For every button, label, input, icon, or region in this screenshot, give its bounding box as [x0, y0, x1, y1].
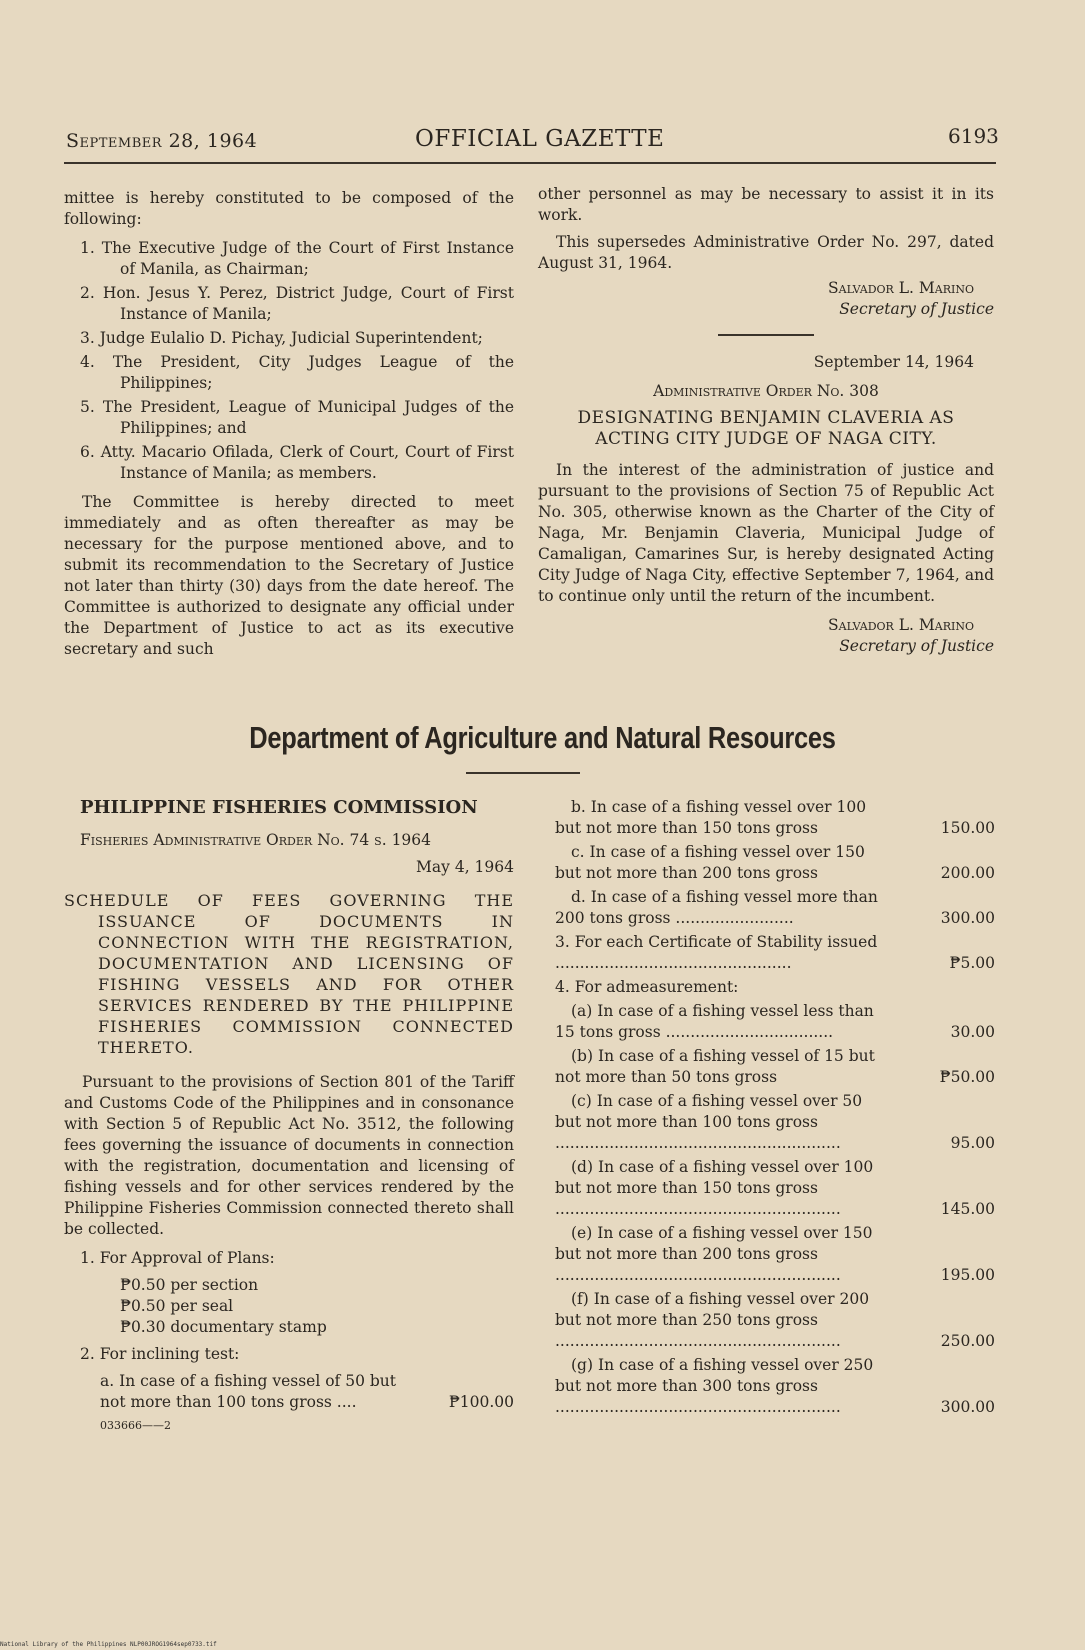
fee-row: [555, 1223, 995, 1286]
order-number: Administrative Order No. 308: [653, 382, 879, 400]
order-date: September 14, 1964: [813, 353, 974, 371]
fee-amount: 250.00: [940, 1332, 995, 1350]
fee-amount: 200.00: [940, 864, 995, 882]
signatory-name: Salvador L. Marino: [828, 279, 974, 297]
fisheries-order-date: May 4, 1964: [416, 858, 514, 876]
fee-description: b. In case of a fishing vessel over 100 but not more than 150 tons gross: [555, 798, 867, 837]
fee-amount: 30.00: [950, 1023, 995, 1041]
member-item: 3. Judge Eulalio D. Pichay, Judicial Superintendent;: [80, 329, 483, 347]
schedule-title: SCHEDULE OF FEES GOVERNING THE ISSUANCE OF DOCUMENTS IN CONNECTION WITH THE REGISTRATION, DOCUMENTATION AND LICENSING OF FISHING VESSELS AND FOR OTHER SERVICES RENDERED BY THE PHILIPPINE FISHERIES COMMISSION CONNECTED THERETO.: [64, 891, 514, 1057]
committee-intro: mittee is hereby constituted to be composed of the following:: [64, 189, 514, 228]
committee-paragraph: The Committee is hereby directed to meet immediately and as often thereafter as may be necessary for the purpose mentioned above, and to submit its recommendation to the Secretary of Justice not later than thirty (30) days from the date hereof. The Committee is authorized to designate any official under the Department of Justice to act as its executive secretary and such: [64, 493, 514, 658]
column-3: [64, 797, 514, 1436]
fee-description: (b) In case of a fishing vessel of 15 but not more than 50 tons gross: [555, 1047, 875, 1086]
fee-item-1: 1. For Approval of Plans:: [80, 1249, 275, 1267]
fee-description: d. In case of a fishing vessel more than 200 tons gross ........................: [555, 888, 878, 927]
fee-row: [64, 1371, 514, 1413]
continued-text: other personnel as may be necessary to assist it in its work.: [538, 185, 994, 224]
fee-row: [555, 1157, 995, 1220]
fee-amount: 300.00: [940, 909, 995, 927]
department-rule: [466, 772, 580, 774]
fee-row: [555, 887, 995, 929]
header-title: OFFICIAL GAZETTE: [415, 126, 665, 152]
scan-footer: National Library of the Philippines NLP00JROG1964sep0733.tif: [0, 1641, 217, 1648]
pursuant-paragraph: Pursuant to the provisions of Section 801 of the Tariff and Customs Code of the Philippines and in consonance with Section 5 of Republic Act No. 3512, the following fees governing the issuance of documents in connection with the registration, documentation and licensing of fishing vessels and for other services rendered by the Philippine Fisheries Commission connected thereto shall be collected.: [64, 1073, 514, 1238]
section-divider: [718, 334, 814, 336]
signature-block-2: [538, 615, 994, 657]
signatory-title: Secretary of Justice: [839, 637, 994, 655]
order-title: DESIGNATING BENJAMIN CLAVERIA AS ACTING CITY JUDGE OF NAGA CITY.: [577, 408, 955, 449]
fee-row: [555, 932, 995, 974]
fee-row: [555, 1289, 995, 1352]
print-code: 033666——2: [100, 1419, 171, 1432]
fee-description: 4. For admeasurement:: [555, 978, 739, 996]
fee-amount: 150.00: [940, 819, 995, 837]
fee-amount: 95.00: [950, 1134, 995, 1152]
fee-row: [555, 842, 995, 884]
department-heading: Department of Agriculture and Natural Resources: [249, 720, 836, 755]
fee-row: [555, 1046, 995, 1088]
fee-row: [555, 1355, 995, 1418]
signatory-title: Secretary of Justice: [839, 300, 994, 318]
signatory-name: Salvador L. Marino: [828, 616, 974, 634]
fisheries-order-number: Fisheries Administrative Order No. 74 s. 1964: [80, 831, 432, 849]
order-body: In the interest of the administration of justice and pursuant to the provisions of Section 75 of Republic Act No. 305, otherwise known as the Charter of the City of Naga, Mr. Benjamin Claveria, Municipal Judge of Camaligan, Camarines Sur, is hereby designated Acting City Judge of Naga City, effective September 7, 1964, and to continue only until the return of the incumbent.: [538, 461, 994, 605]
column-4: [555, 797, 995, 1421]
committee-members: [64, 238, 514, 484]
plan-fee: ₱0.30 documentary stamp: [120, 1318, 327, 1336]
member-item: 2. Hon. Jesus Y. Perez, District Judge, Court of First Instance of Manila;: [80, 284, 514, 323]
fee-amount: 145.00: [940, 1200, 995, 1218]
column-2: [538, 184, 994, 657]
member-item: 5. The President, League of Municipal Judges of the Philippines; and: [80, 398, 514, 437]
column-1: [64, 188, 514, 660]
fee-description: (a) In case of a fishing vessel less than 15 tons gross ..................................: [555, 1002, 874, 1041]
fee-amount: ₱50.00: [939, 1068, 995, 1086]
signature-block: [538, 278, 994, 320]
plan-fee: ₱0.50 per section: [120, 1276, 259, 1294]
fee-amount: ₱5.00: [949, 954, 995, 972]
fee-description: 3. For each Certificate of Stability issued ................................................: [555, 933, 878, 972]
fee-row: [555, 1091, 995, 1154]
fee-description: (d) In case of a fishing vessel over 100 but not more than 150 tons gross ..........................................................: [555, 1158, 874, 1218]
commission-heading: PHILIPPINE FISHERIES COMMISSION: [80, 797, 478, 818]
fee-amount: 195.00: [940, 1266, 995, 1284]
page-number: 6193: [948, 124, 999, 148]
member-item: 6. Atty. Macario Ofilada, Clerk of Court, Court of First Instance of Manila; as members.: [80, 443, 514, 482]
fee-row: [555, 977, 995, 998]
header-rule: [64, 162, 996, 164]
fee-description: (c) In case of a fishing vessel over 50 but not more than 100 tons gross ..........................................................: [555, 1092, 863, 1152]
fee-amount: ₱100.00: [448, 1393, 514, 1411]
fee-row: [555, 1001, 995, 1043]
member-item: 1. The Executive Judge of the Court of First Instance of Manila, as Chairman;: [80, 239, 514, 278]
fee-row: [555, 797, 995, 839]
supersedes-text: This supersedes Administrative Order No. 297, dated August 31, 1964.: [538, 233, 994, 272]
fee-amount: 300.00: [940, 1398, 995, 1416]
header-date: September 28, 1964: [66, 130, 258, 152]
fee-item-2: 2. For inclining test:: [80, 1345, 240, 1363]
fee-description: c. In case of a fishing vessel over 150 but not more than 200 tons gross: [555, 843, 865, 882]
member-item: 4. The President, City Judges League of the Philippines;: [80, 353, 514, 392]
plan-fee: ₱0.50 per seal: [120, 1297, 234, 1315]
fee-description: (g) In case of a fishing vessel over 250 but not more than 300 tons gross ..........................................................: [555, 1356, 874, 1416]
fee-description: (e) In case of a fishing vessel over 150 but not more than 200 tons gross ..........................................................: [555, 1224, 873, 1284]
fee-description: (f) In case of a fishing vessel over 200 but not more than 250 tons gross ..........................................................: [555, 1290, 870, 1350]
fee-description: a. In case of a fishing vessel of 50 but not more than 100 tons gross ....: [100, 1372, 397, 1411]
